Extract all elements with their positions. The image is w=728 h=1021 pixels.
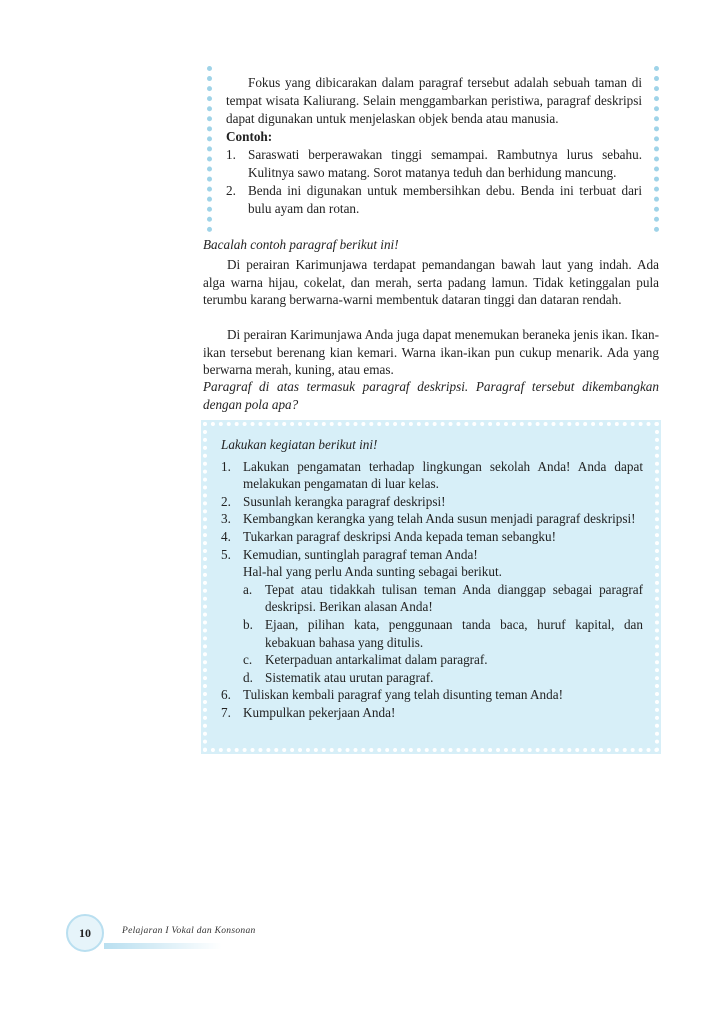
reading-paragraph-2: Di perairan Karimunjawa Anda juga dapat menemukan beraneka jenis ikan. Ikan-ikan tersebut berenang kian kemari. Warna ikan-ikan pun cukup menarik. Ada yang berwarna merah, kuning, atau emas. [203,327,659,377]
list-item: 1. Saraswati berperawakan tinggi semampai. Rambutnya lurus sebahu. Kulitnya sawo matang. Sorot matanya teduh dan berhidung mancung. [226,147,642,180]
list-item: 2. Susunlah kerangka paragraf deskripsi! [221,493,446,509]
reading-question: Paragraf di atas termasuk paragraf deskripsi. Paragraf tersebut dikembangkan dengan pola apa? [203,379,659,412]
chapter-title: Pelajaran I Vokal dan Konsonan [122,926,256,936]
example-list [226,146,642,218]
reading-instruction: Bacalah contoh paragraf berikut ini! [203,237,399,252]
activity-title: Lakukan kegiatan berikut ini! [221,437,378,452]
list-item: 1. Lakukan pengamatan terhadap lingkungan sekolah Anda! Anda dapat melakukan pengamatan di luar kelas. [221,458,643,492]
list-item: 7. Kumpulkan pekerjaan Anda! [221,704,396,720]
reading-paragraph-1: Di perairan Karimunjawa terdapat pemandangan bawah laut yang indah. Ada alga warna hijau, cokelat, dan merah, serta padang lamun. Tidak ketinggalan pula terumbu karang berwarna-warni membentuk dataran tinggi dan dataran rendah. [203,257,659,307]
info-paragraph: Fokus yang dibicarakan dalam paragraf tersebut adalah sebuah taman di tempat wisata Kaliurang. Selain menggambarkan peristiwa, paragraf deskripsi dapat digunakan untuk menjelaskan objek benda atau manusia. [226,75,642,126]
sub-list-item: d. Sistematik atau urutan paragraf. [243,669,434,685]
sub-list [243,581,643,687]
list-item: 4. Tukarkan paragraf deskripsi Anda kepada teman sebangku! [221,528,556,544]
sub-list-item: a. Tepat atau tidakkah tulisan teman Anda dianggap sebagai paragraf deskripsi. Berikan alasan Anda! [243,581,643,615]
sub-list-item: c. Keterpaduan antarkalimat dalam paragraf. [243,652,488,668]
activity-list [221,458,643,722]
list-item: 6. Tuliskan kembali paragraf yang telah disunting teman Anda! [221,687,563,703]
list-item: 2. Benda ini digunakan untuk membersihkan debu. Benda ini terbuat dari bulu ayam dan rotan. [226,183,642,216]
contoh-label: Contoh: [226,129,273,144]
footer-divider [104,943,222,949]
page-number: 10 [66,914,104,952]
info-box [207,66,659,232]
sub-list-item: b. Ejaan, pilihan kata, penggunaan tanda baca, huruf kapital, dan kebakuan bahasa yang ditulis. [243,616,643,650]
activity-box [203,422,659,752]
list-item: 5. Kemudian, suntinglah paragraf teman Anda! Hal-hal yang perlu Anda sunting sebagai berikut. a. Tepat atau tidakkah tulisan teman Anda dianggap sebagai paragraf deskripsi. Berikan alasan Anda! b. Ejaan, pilihan kata, penggunaan tanda baca, huruf kapital, dan kebakuan bahasa yang ditulis. c. Keterpaduan antarkalimat dalam paragraf. d. Sistematik atau urutan paragraf. [221,546,643,685]
list-item: 3. Kembangkan kerangka yang telah Anda susun menjadi paragraf deskripsi! [221,511,636,527]
